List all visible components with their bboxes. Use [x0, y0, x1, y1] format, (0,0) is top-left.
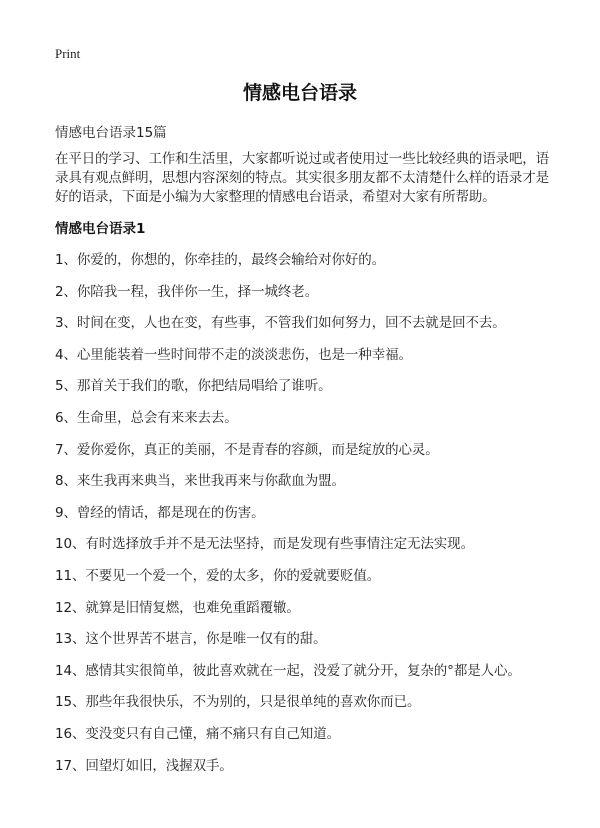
quote-item: 15、那些年我很快乐，不为别的，只是很单纯的喜欢你而已。 [55, 694, 421, 711]
intro-paragraph: 在平日的学习、工作和生活里，大家都听说过或者使用过一些比较经典的语录吧，语录具有观点鲜明，思想内容深刻的特点。其实很多朋友都不太清楚什么样的语录才是好的语录，下面是小编为大家整理的情感电台语录，希望对大家有所帮助。 [55, 151, 549, 205]
print-link[interactable]: Print [55, 46, 81, 61]
quote-item: 11、不要见一个爱一个，爱的太多，你的爱就要贬值。 [55, 567, 381, 584]
quote-item: 1、你爱的，你想的，你牵挂的，最终会输给对你好的。 [55, 252, 386, 268]
document-subtitle: 情感电台语录15篇 [55, 125, 167, 141]
quote-item: 7、爱你爱你，真正的美丽，不是青春的容颜，而是绽放的心灵。 [55, 441, 439, 458]
quote-item: 4、心里能装着一些时间带不走的淡淡悲伤，也是一种幸福。 [55, 346, 412, 363]
quote-item: 10、有时选择放手并不是无法坚持，而是发现有些事情注定无法实现。 [55, 536, 474, 553]
quote-item: 3、时间在变，人也在变，有些事，不管我们如何努力，回不去就是回不去。 [55, 315, 506, 332]
quote-list [55, 248, 555, 785]
quote-item: 16、变没变只有自己懂，痛不痛只有自己知道。 [55, 725, 340, 742]
quote-item: 9、曾经的情话，都是现在的伤害。 [55, 504, 265, 521]
quote-item: 14、感情其实很简单，彼此喜欢就在一起，没爱了就分开，复杂的°都是人心。 [55, 662, 521, 679]
quote-item: 5、那首关于我们的歌，你把结局唱给了谁听。 [55, 378, 332, 395]
quote-item: 13、这个世界苦不堪言，你是唯一仅有的甜。 [55, 631, 327, 648]
quote-item: 2、你陪我一程，我伴你一生，择一城终老。 [55, 283, 319, 300]
quote-item: 17、回望灯如旧，浅握双手。 [55, 757, 233, 774]
section-heading: 情感电台语录1 [55, 221, 146, 237]
quote-item: 12、就算是旧情复燃，也难免重蹈覆辙。 [55, 599, 300, 616]
quote-item: 6、生命里，总会有来来去去。 [55, 409, 238, 426]
page-title: 情感电台语录 [242, 82, 357, 104]
quote-item: 8、来生我再来典当，来世我再来与你歃血为盟。 [55, 473, 345, 490]
